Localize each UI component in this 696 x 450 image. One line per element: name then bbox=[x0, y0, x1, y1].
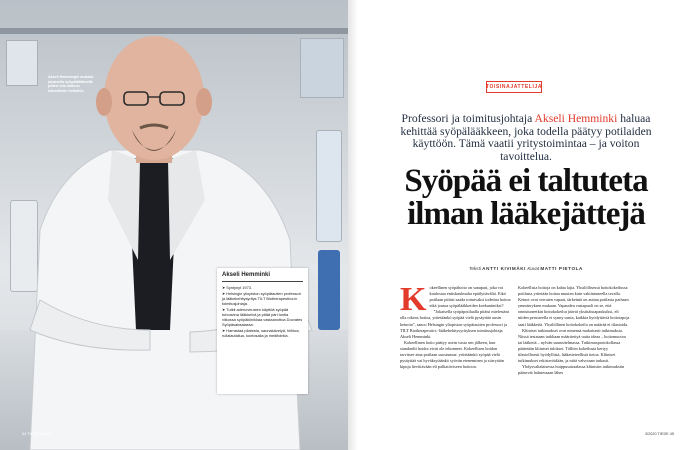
drop-cap: K bbox=[400, 281, 427, 318]
body-paragraph: okeellinen syöpähoito on sanapari, joka voi kuulostaa entiskuulmalta epäilyttävältä. Eikö potilaan pitäisi saada toimivaksi todettua hoitoa eikä joutua syöpälääkkeiden koekaniiniksi? bbox=[429, 285, 511, 309]
body-paragraph: Kokeellinen hoito päätyy usein vasta sen jälkeen, kun standardit hoidot eivät ole tehonneet. Kokeellisen hoidon tarvitsee aina potilaan suostumus: yritetäänkö syöpää vielä pysäyttää vai hyväksytäänkö syövän eteneminen ja siirrytään kipuja lievittävään eli palliatiiviseen hoitoon. bbox=[400, 339, 504, 370]
byline-author: ANTTI KIVIMÄKI bbox=[482, 266, 527, 271]
page-folio-left: 44 TIEDE 3/2020 bbox=[22, 432, 52, 436]
byline bbox=[380, 266, 672, 271]
fact-box-divider bbox=[222, 281, 303, 282]
body-paragraph: Kokeellisia hoitoja on kahta lajia. Yksilöllisessä hoitokokeilussa potilasta yritetään hoitaa muuten kuin vakiintuneella tavalla. Keinot ovat verraten vapaat, tärkeintä on auttaa potilasta parhaan ymmärryksen mukaan. Vapauden vastapuoli on se, että onnistuneetkin hoitokokeilut jäävät yksittäistapauksiksi, eli niiden perusteella ei synny uusia, kaikkia hyödyttäviä hoitotapoja saati lääkkeitä. Yksilöllinen hoitokokeilu on määrää ei tilastoida. bbox=[518, 285, 630, 327]
fact-box-item: ➤Helsingin yliopiston syöpätautien professori ja lääkekehitysyritys TILT Biotherapeutics:in toimitusjohtaja. bbox=[222, 290, 301, 306]
deck-text: haluaa kehittää syöpälääkkeen, joka todella päätyy potilaiden käyttöön. Tämä vaatii yritystoimintaa – ja voiton tavoittelua. bbox=[400, 112, 652, 163]
fact-box-item: ➤Syntynyt 1973. bbox=[222, 284, 253, 290]
fact-box-item: ➤Harrastaa pilatesta, saunakävelyä, hiihtoa, rullalautailua, kuntosalia ja meditointia. bbox=[222, 328, 300, 339]
article-column-2 bbox=[518, 285, 630, 376]
deck-person-name: Akseli Hemminki bbox=[534, 112, 618, 125]
fact-box-item: ➤Tutkii adenovirusten käyttöä syöpää tuhoavina lääkkeinä ja pitää pari tuntia viikossa syöpäklinikkaa vastaanottoa Docrates Syöpäsairaalassa. bbox=[222, 306, 303, 328]
article-headline: Syöpää ei taltuteta ilman lääkejättejä bbox=[404, 163, 648, 232]
article-deck bbox=[392, 113, 660, 163]
arrow-icon: ➤ bbox=[222, 284, 226, 290]
arrow-icon: ➤ bbox=[222, 328, 226, 334]
section-kicker: TOISINAJATTELIJA bbox=[486, 81, 542, 93]
page-folio-right: 3/2020 TIEDE 45 bbox=[644, 432, 674, 436]
byline-text-label: Teksti bbox=[469, 266, 481, 271]
byline-photographer: MATTI PIETOLA bbox=[540, 266, 583, 271]
body-paragraph: ”Jokaisella syöpäpotilaalla pitäisi mielestäni olla oikeus hoitoa, yritetäänkö syöpää vielä pysäyttää uusin keinoin”, sanoo Helsingin yliopiston syöpätautien professori ja TILT Biotherapeutics -lääkekehitysyrityksen toimitusjohtaja Akseli Hemminki. bbox=[400, 309, 509, 339]
byline-photo-label: Kuvat bbox=[527, 266, 540, 271]
photo-caption: Akseli Hemmingin mukaisi jokaisella syöpälääkkeellä pitäisi olla vaikeus kokeellisiin hoitoihin. bbox=[48, 75, 94, 93]
fact-box-title: Akseli Hemminki bbox=[222, 272, 271, 278]
body-paragraph: Yhdysvaltalaisessa huippusairaalassa kliinisiin tutkimuksiin pääsevät halutessaan lähes bbox=[518, 364, 625, 376]
article-column-1 bbox=[400, 281, 512, 370]
fact-box bbox=[217, 268, 308, 394]
deck-text: Professori ja toimitusjohtaja bbox=[401, 112, 535, 125]
arrow-icon: ➤ bbox=[222, 306, 226, 312]
arrow-icon: ➤ bbox=[222, 290, 226, 296]
gutter-shadow bbox=[348, 0, 358, 450]
body-paragraph: Kliiniset tutkimukset ovat nimensä mukaisesti tutkimuksia. Niissä testataan tarkkaan määritettyä uutta ideaa – hoitomuotoa tai lääkettä – nylvän suunnitelmassa. Tutkimusprotokollassa päätetään kliiniset tulokset. Tällöin kokeilusta kertyy tilastollisesti hyödyllistä, lääketieteellistä tietoa. Kliiniset tutkimukset rekisteröidään, ja niitä valvotaan tarkasti. bbox=[518, 327, 626, 364]
